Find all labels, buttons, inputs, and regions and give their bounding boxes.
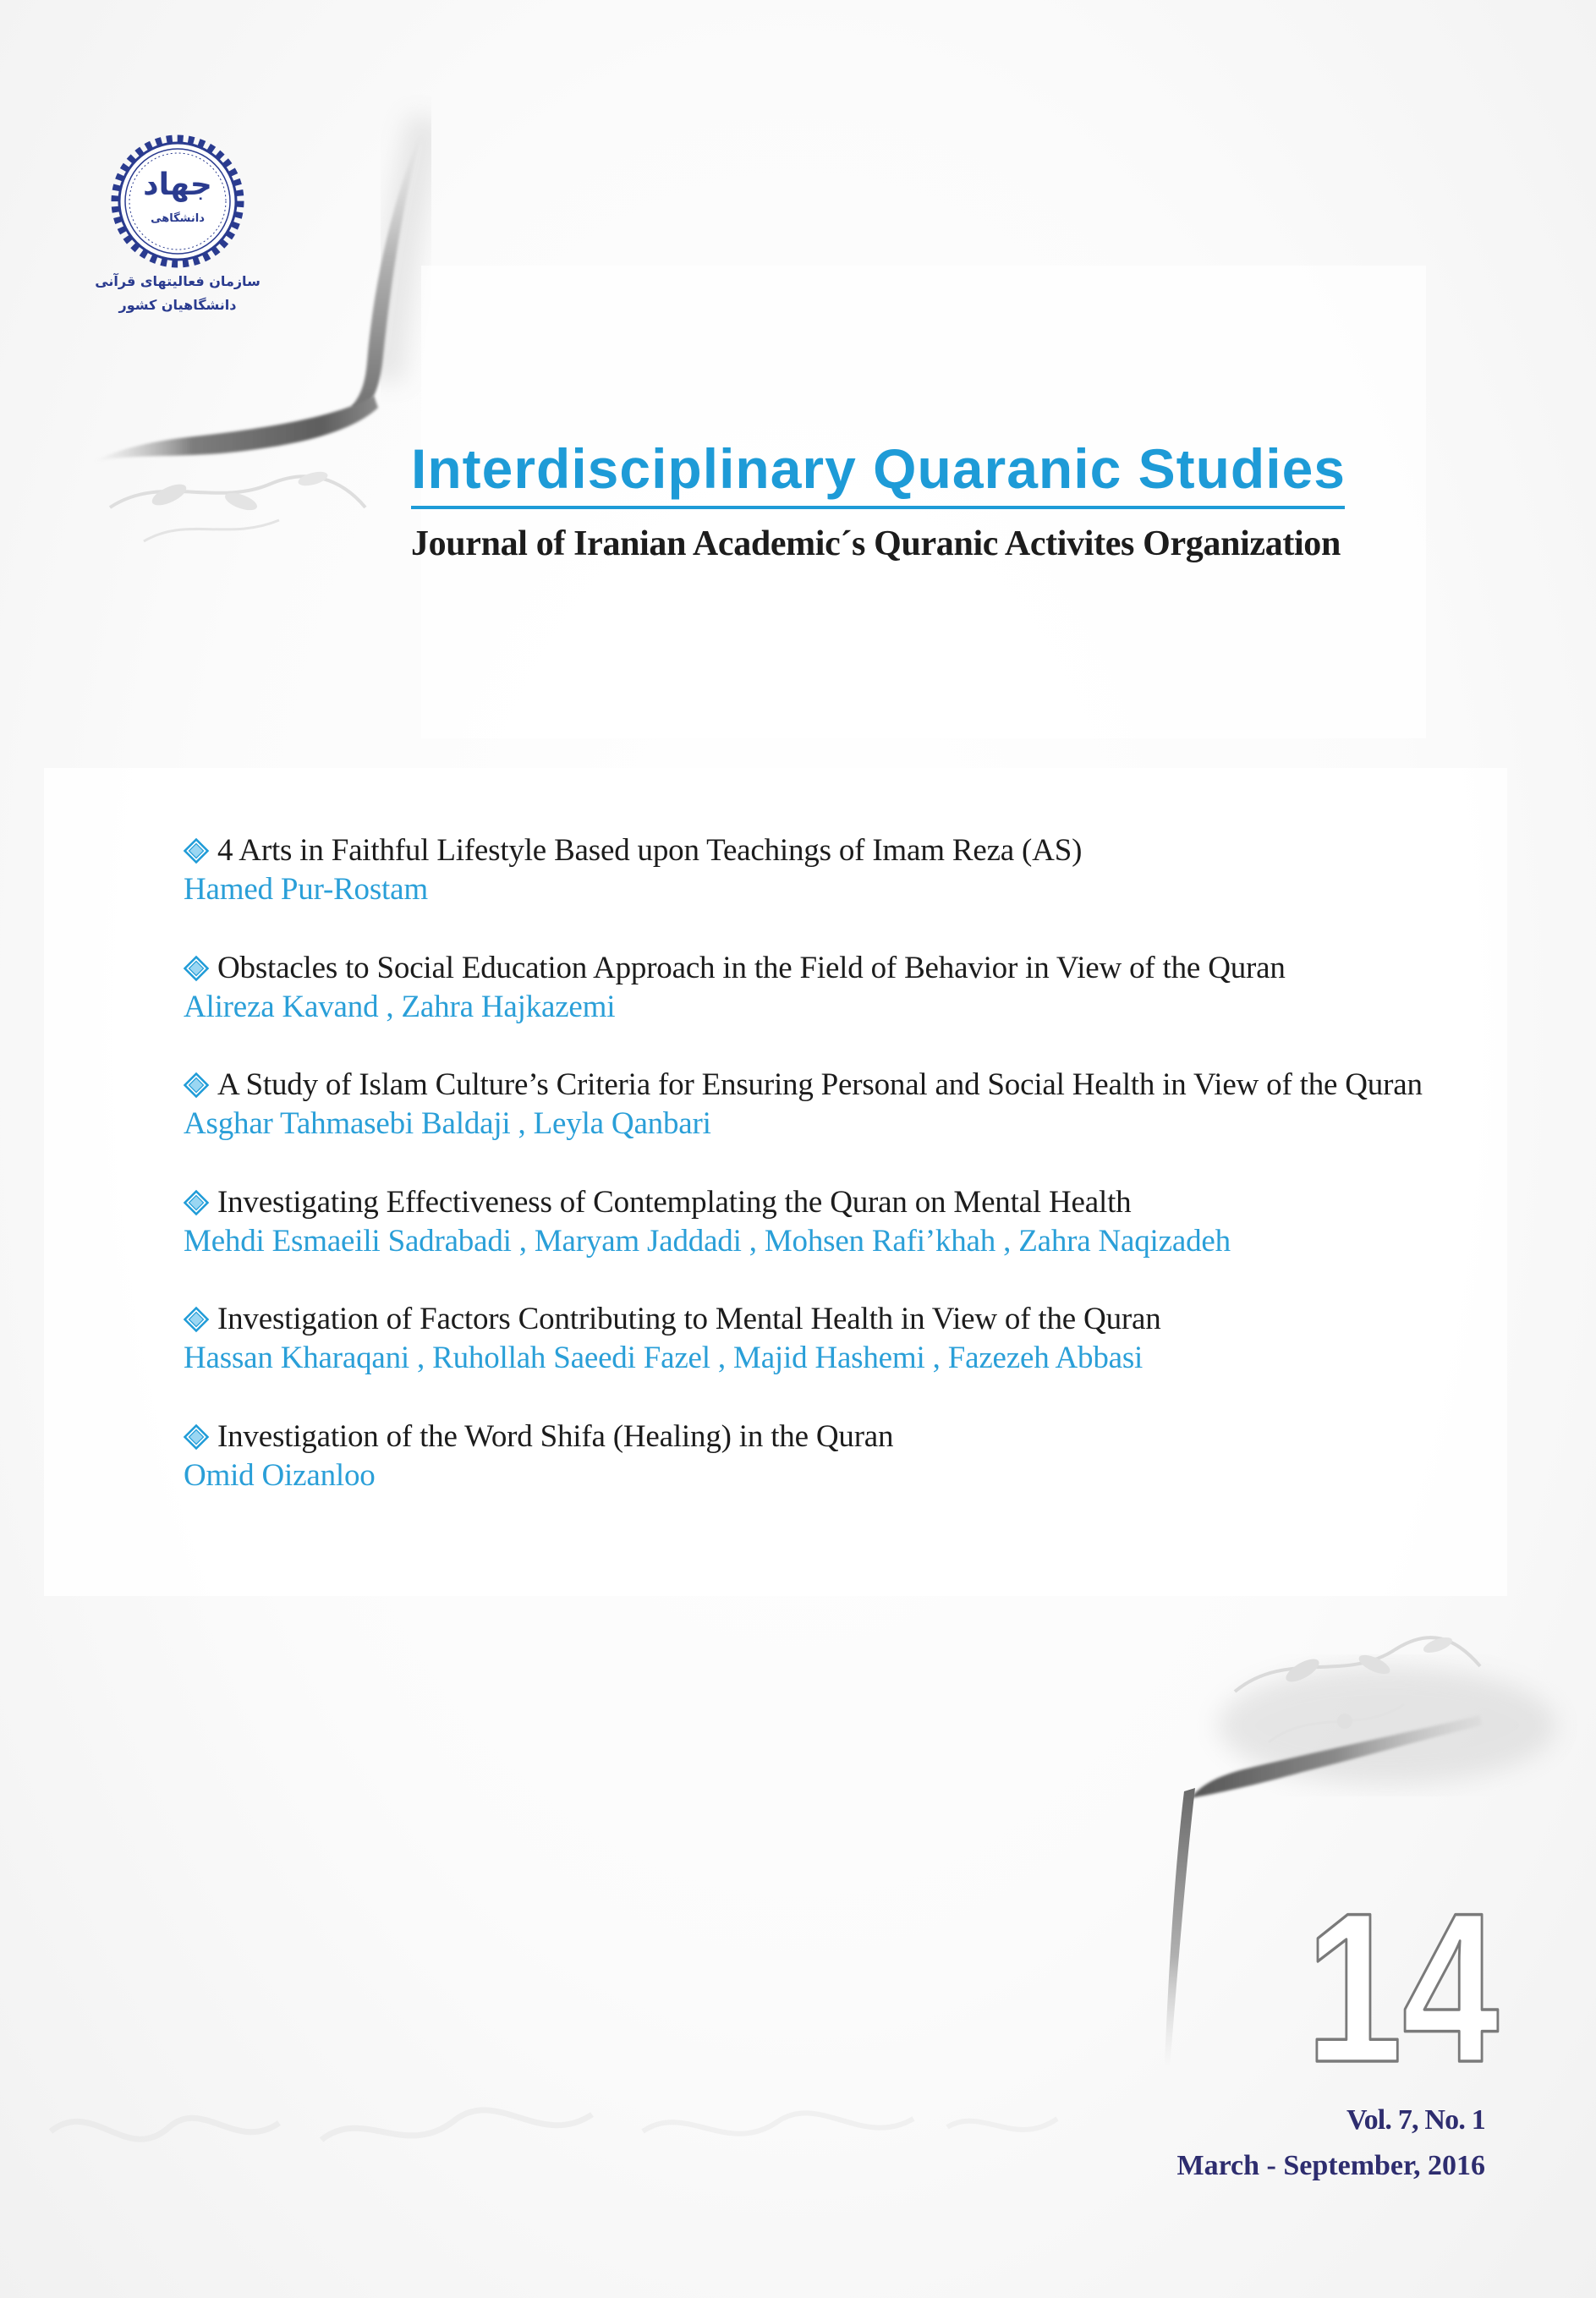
journal-subtitle: Journal of Iranian Academic´s Quranic Activites Organization [411, 524, 1341, 563]
logo-org-line-1: سازمان فعالیتهای قرآنی [95, 273, 261, 289]
diamond-icon [184, 1424, 209, 1450]
article-title: Investigation of the Word Shifa (Healing) in the Quran [217, 1418, 894, 1454]
volume-number: Vol. 7, No. 1 [1346, 2104, 1485, 2136]
article-title: 4 Arts in Faithful Lifestyle Based upon Teachings of Imam Reza (AS) [217, 833, 1083, 868]
article-title-row [184, 1183, 1423, 1222]
article-title: A Study of Islam Culture’s Criteria for Ensuring Personal and Social Health in View of the Quran [217, 1067, 1423, 1102]
article-title: Investigating Effectiveness of Contemplating the Quran on Mental Health [217, 1184, 1132, 1220]
article-item [184, 1183, 1423, 1261]
issue-number-text: 14 [1306, 1869, 1499, 2107]
article-item [184, 1300, 1423, 1378]
article-title: Investigation of Factors Contributing to Mental Health in View of the Quran [217, 1302, 1161, 1336]
article-item [184, 949, 1423, 1027]
logo-org-line-2: دانشگاهیان کشور [118, 297, 237, 313]
article-item [184, 1418, 1423, 1495]
article-list [184, 831, 1423, 1495]
article-title: Obstacles to Social Education Approach in the Field of Behavior in View of the Quran [217, 950, 1286, 985]
logo-name: جهاد [143, 167, 212, 202]
article-title-row [184, 1066, 1423, 1105]
article-title-row [184, 831, 1423, 870]
publication-period: March - September, 2016 [1176, 2150, 1485, 2181]
article-authors: Mehdi Esmaeili Sadrabadi , Maryam Jaddadi , Mohsen Rafi’khah , Zahra Naqizadeh [184, 1223, 1231, 1259]
title-divider [411, 506, 1345, 509]
article-authors: Hassan Kharaqani , Ruhollah Saeedi Fazel , Majid Hashemi , Fazezeh Abbasi [184, 1341, 1144, 1375]
diamond-icon [184, 838, 209, 864]
journal-title: Interdisciplinary Quaranic Studies [411, 437, 1346, 500]
issue-number [1303, 1869, 1506, 2107]
organization-logo [85, 127, 271, 321]
diamond-icon [184, 1307, 209, 1332]
article-title-row [184, 949, 1423, 988]
article-authors: Hamed Pur-Rostam [184, 872, 428, 907]
article-item [184, 1066, 1423, 1144]
article-title-row [184, 1300, 1423, 1339]
diamond-icon [184, 1190, 209, 1215]
title-panel [421, 266, 1426, 738]
diamond-icon [184, 956, 209, 981]
article-authors: Asghar Tahmasebi Baldaji , Leyla Qanbari [184, 1106, 711, 1141]
article-authors: Alireza Kavand , Zahra Hajkazemi [184, 989, 616, 1024]
article-title-row [184, 1418, 1423, 1456]
calligraphy-watermark [51, 2110, 1057, 2140]
diamond-icon [184, 1072, 209, 1098]
article-authors: Omid Oizanloo [184, 1457, 376, 1493]
logo-subname: دانشگاهی [151, 212, 205, 225]
article-item [184, 831, 1423, 909]
